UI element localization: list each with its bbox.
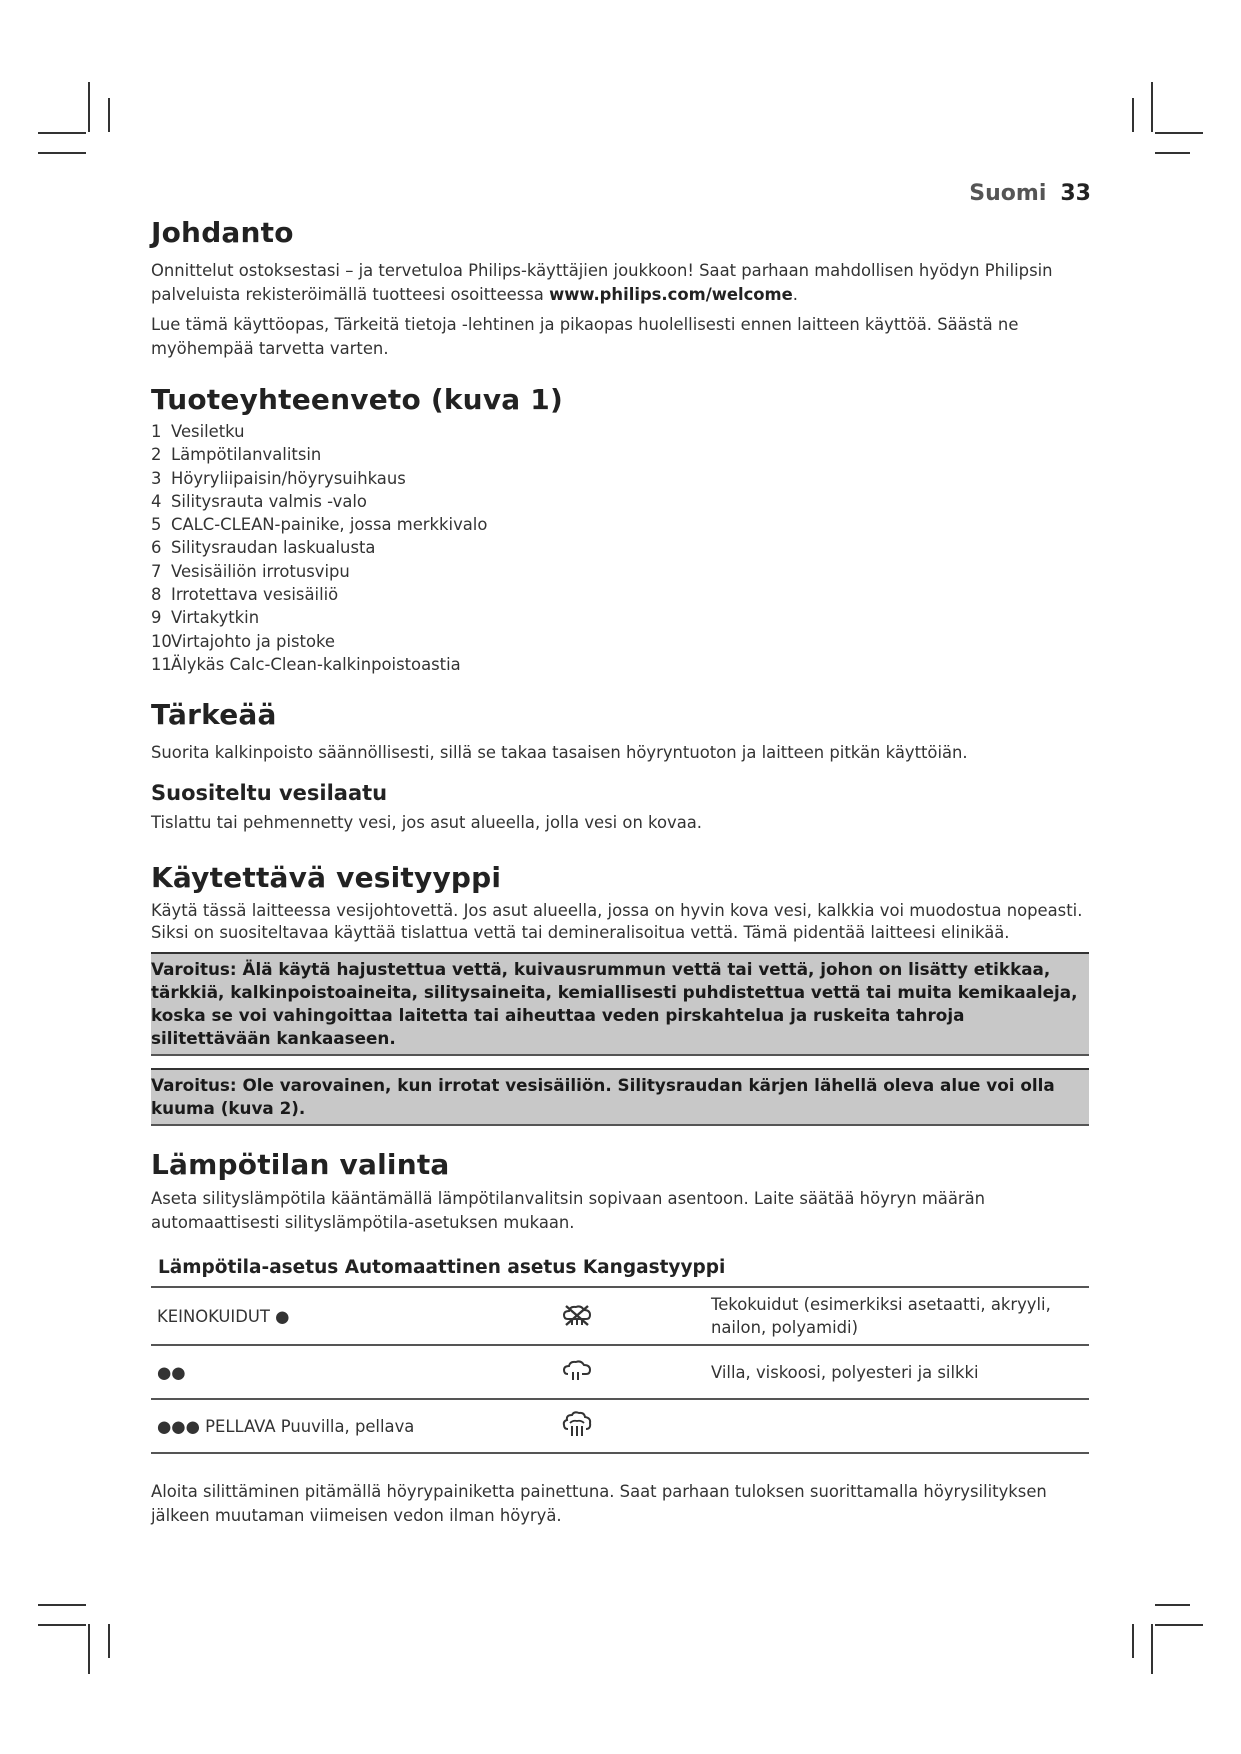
table-cell (705, 1399, 1089, 1453)
table-cell: ●●● PELLAVA Puuvilla, pellava (157, 1416, 415, 1436)
list-item: 11Älykäs Calc-Clean-kalkinpoistoastia (151, 654, 461, 674)
list-item: 7 Vesisäiliön irrotusvipu (151, 561, 350, 581)
parts-list (151, 420, 1089, 676)
table-cell (521, 1287, 705, 1345)
no-steam-icon (560, 1303, 594, 1333)
intro-heading: Johdanto (151, 216, 294, 249)
welcome-link[interactable]: www.philips.com/welcome (549, 285, 793, 304)
list-item: 4 Silitysrauta valmis -valo (151, 491, 367, 511)
table-cell: Villa, viskoosi, polyesteri ja silkki (711, 1362, 979, 1382)
table-row (151, 1399, 1089, 1453)
list-item: 6 Silitysraudan laskualusta (151, 538, 376, 558)
low-steam-icon (560, 1359, 594, 1389)
list-item: 1 Vesiletku (151, 422, 245, 441)
intro-section (151, 216, 1089, 361)
crop-mark (88, 82, 90, 132)
read-manual-paragraph: Lue tämä käyttöopas, Tärkeitä tietoja -lehtinen ja pikaopas huolellisesti ennen laitteen käyttöä. Säästä ne myöhempää tarvetta varten. (151, 315, 1019, 358)
list-item: 10Virtajohto ja pistoke (151, 631, 336, 651)
crop-mark (1151, 1624, 1153, 1674)
overview-section (151, 383, 1089, 676)
water-quality-text: Tislattu tai pehmennetty vesi, jos asut alueella, jolla vesi on kovaa. (151, 813, 702, 833)
crop-mark (108, 98, 110, 132)
crop-mark (1132, 98, 1134, 132)
crop-mark (1155, 132, 1203, 134)
overview-heading: Tuoteyhteenveto (kuva 1) (151, 383, 563, 416)
warning-box: Varoitus: Älä käytä hajustettua vettä, kuivausrummun vettä tai vettä, johon on lisätty etikkaa, tärkkiä, kalkinpoistoaineita, silitysaineita, kemiallisesti puhdistettua vettä tai muita kemikaaleja, koska se voi vahingoittaa laitetta tai aiheuttaa veden pirskahtelua ja ruskeita tahroja silitettävään kankaaseen. (151, 952, 1089, 1056)
crop-mark (38, 132, 86, 134)
list-item: 3 Höyryliipaisin/höyrysuihkaus (151, 468, 406, 488)
temperature-text: Aseta silityslämpötila kääntämällä lämpötilanvalitsin sopivaan asentoon. Laite säätää höyryn määrän automaattisesti silityslämpötila-asetuksen mukaan. (151, 1189, 986, 1233)
intro-paragraph (151, 259, 1089, 307)
page-number: 33 (1060, 181, 1091, 206)
crop-mark (1155, 1624, 1203, 1626)
ironing-instructions: Aloita silittäminen pitämällä höyrypainiketta painettuna. Saat parhaan tuloksen suorittamalla höyrysilityksen jälkeen muutaman viimeisen vedon ilman höyryä. (151, 1482, 1047, 1526)
table-title: Lämpötila-asetus Automaattinen asetus Kangastyyppi (158, 1257, 726, 1279)
water-quality-heading: Suositeltu vesilaatu (151, 781, 388, 806)
crop-mark (88, 1624, 90, 1674)
page-header (969, 181, 1091, 206)
high-steam-icon (560, 1411, 594, 1445)
table-row (151, 1287, 1089, 1345)
list-item: 5 CALC-CLEAN-painike, jossa merkkivalo (151, 515, 488, 535)
list-item: 2 Lämpötilanvalitsin (151, 445, 322, 465)
list-item: 8 Irrotettava vesisäiliö (151, 585, 339, 605)
temperature-table (151, 1286, 1089, 1454)
list-item: 9 Virtakytkin (151, 608, 260, 628)
crop-mark (38, 1624, 86, 1626)
temperature-heading: Lämpötilan valinta (151, 1148, 450, 1182)
intro-text: Onnittelut ostoksestasi – ja tervetuloa Philips-käyttäjien joukkoon! Saat parhaan mahdollisen hyödyn Philipsin palveluista rekisteröimällä tuotteesi osoitteessa (151, 261, 1053, 304)
crop-mark (1132, 1624, 1134, 1658)
important-section (151, 698, 1089, 835)
water-type-text: Käytä tässä laitteessa vesijohtovettä. Jos asut alueella, jossa on hyvin kova vesi, kalkkia voi muodostua nopeasti. Siksi on suositeltavaa käyttää tislattua vettä tai demineralisoitua vettä. Tämä pidentää laitteesi elinikää. (151, 901, 1083, 943)
table-cell: Tekokuidut (esimerkiksi asetaatti, akryyli, nailon, polyamidi) (711, 1295, 1051, 1338)
crop-mark (1155, 1604, 1190, 1606)
table-cell (521, 1399, 705, 1453)
table-cell: KEINOKUIDUT ● (157, 1306, 290, 1326)
crop-mark (38, 1604, 86, 1606)
language-label: Suomi (969, 181, 1047, 206)
crop-mark (108, 1624, 110, 1658)
crop-mark (1155, 152, 1190, 154)
crop-mark (1151, 82, 1153, 132)
temperature-section (151, 1148, 1089, 1528)
table-row (151, 1345, 1089, 1399)
water-type-heading: Käytettävä vesityyppi (151, 861, 502, 895)
table-cell (521, 1345, 705, 1399)
important-text: Suorita kalkinpoisto säännöllisesti, sillä se takaa tasaisen höyryntuoton ja laitteen pitkän käyttöiän. (151, 743, 968, 763)
intro-text-end: . (792, 285, 798, 304)
important-heading: Tärkeää (151, 698, 277, 732)
page-content (151, 216, 1089, 1550)
warning-box: Varoitus: Ole varovainen, kun irrotat vesisäiliön. Silitysraudan kärjen lähellä oleva alue voi olla kuuma (kuva 2). (151, 1068, 1089, 1126)
water-type-section (151, 861, 1089, 1126)
crop-mark (38, 152, 86, 154)
table-cell: ●● (157, 1362, 186, 1382)
